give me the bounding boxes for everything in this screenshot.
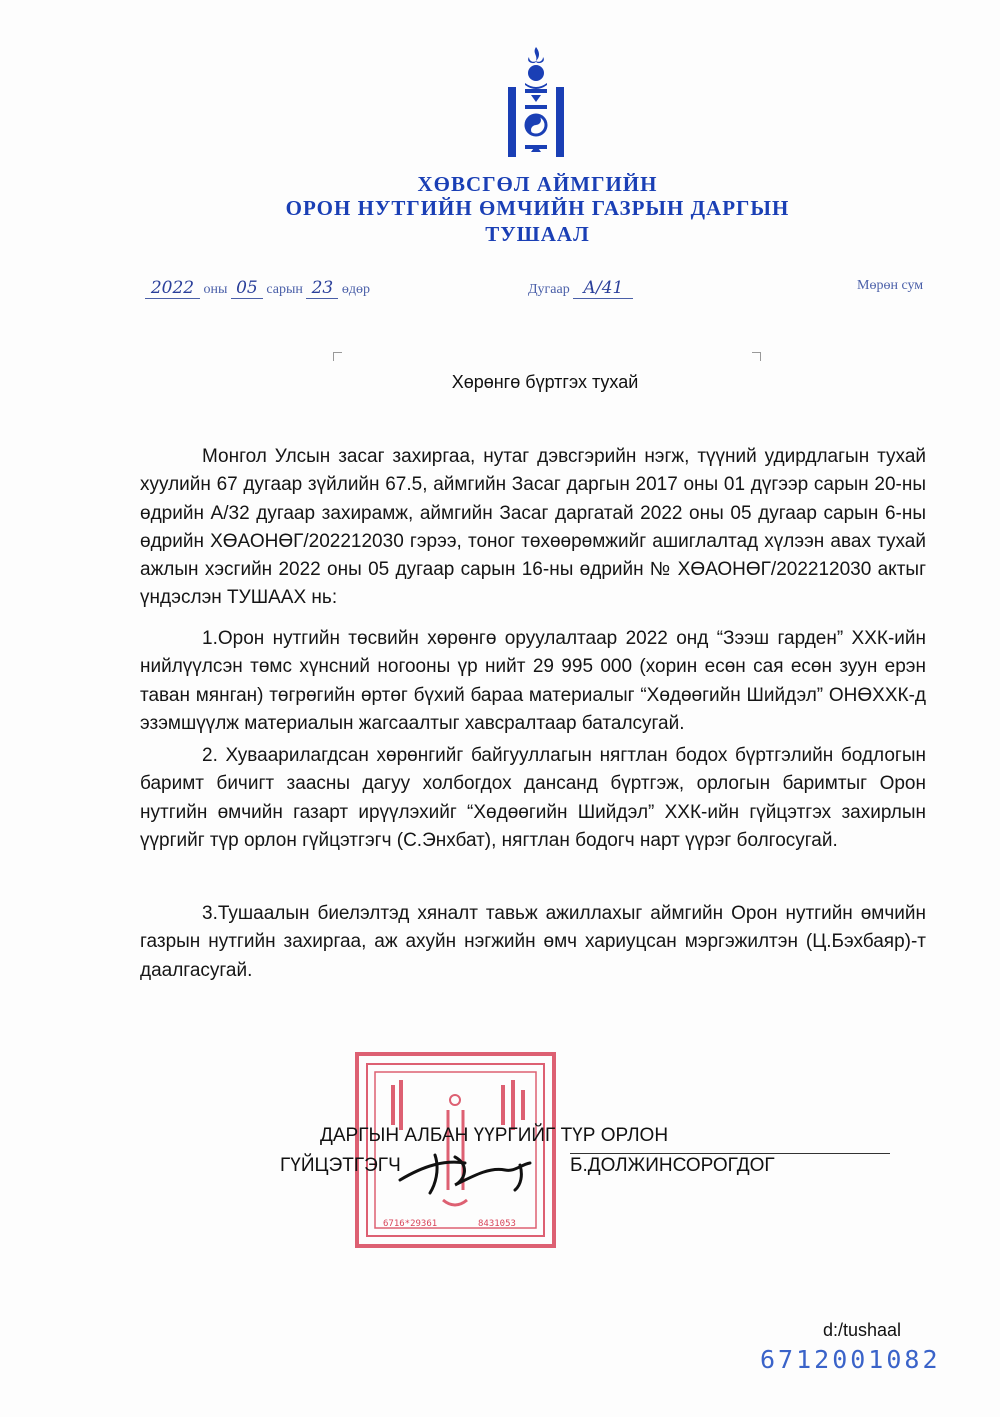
number-line xyxy=(528,278,633,299)
signer-title-line-1: ДАРГЫН АЛБАН ҮҮРГИЙГ ТҮР ОРЛОН xyxy=(320,1125,669,1146)
file-path: d:/tushaal xyxy=(823,1320,902,1340)
signer-title-line-2: ГҮЙЦЭТГЭГЧ xyxy=(280,1155,401,1176)
document-number: А/41 xyxy=(573,278,633,299)
body-paragraph-1: Монгол Улсын засаг захиргаа, нутаг дэвсгэрийн нэгж, түүний удирдлагын тухай хуулийн 67 дугаар зүйлийн 67.5, аймгийн Засаг даргын 2017 оны 01 дүгээр сарын 20-ны өдрийн А/32 дугаар захирамж, аймгийн Засаг даргатай 2022 оны 05 дугаар сарын 6-ны өдрийн ХӨАОНӨГ/202212030 гэрээ, тоног төхөөрөмжийг ашиглалтад хүлээн авах тухай ажлын хэсгийн 2022 оны 05 дугаар сарын 16-ны өдрийн № ХӨАОНӨГ/202212030 актыг үндэслэн ТУШААХ нь: xyxy=(140,446,926,609)
date-month-suffix: сарын xyxy=(266,282,303,297)
address-corner-mark xyxy=(333,352,342,361)
date-day: 23 xyxy=(306,278,338,299)
handwritten-signature-icon xyxy=(395,1145,545,1195)
date-year: 2022 xyxy=(145,278,200,299)
number-label: Дугаар xyxy=(528,282,570,297)
place-name: Мөрөн сум xyxy=(857,278,924,293)
header-line-1: ХӨВСГӨЛ АЙМГИЙН xyxy=(417,172,658,196)
body-paragraph-4: 3.Тушаалын биелэлтэд хяналт тавьж ажиллахыг аймгийн Орон нутгийн өмчийн газрын нутгийн захиргаа, аж ахуйн нэгжийн өмч хариуцсан мэргэжилтэн (Ц.Бэхбаяр)-т даалгасугай. xyxy=(140,903,926,981)
date-day-suffix: өдөр xyxy=(341,282,371,297)
stamp-code-right: 8431053 xyxy=(478,1219,516,1229)
stamp-code-left: 6716*29361 xyxy=(383,1219,438,1229)
address-corner-mark xyxy=(752,352,761,361)
document-code: 6712001082 xyxy=(760,1345,941,1374)
signature-rule xyxy=(570,1153,890,1154)
header-line-2: ОРОН НУТГИЙН ӨМЧИЙН ГАЗРЫН ДАРГЫН xyxy=(285,196,790,220)
date-month: 05 xyxy=(231,278,263,299)
document-subject: Хөрөнгө бүртгэх тухай xyxy=(451,372,639,392)
header-line-3: ТУШААЛ xyxy=(485,222,590,246)
date-line xyxy=(145,278,370,299)
body-paragraph-3: 2. Хуваарилагдсан хөрөнгийг байгууллагын нягтлан бодох бүртгэлийн бодлогын баримт бичигт заасны дагуу холбогдох дансанд бүртгэж, орлогын баримтыг Орон нутгийн өмчийн газарт ирүүлэхийг “Хөдөөгийн Шийдэл” ХХК-ийн гүйцэтгэх захирлын үүргийг түр орлон гүйцэтгэгч (С.Энхбат), нягтлан бодогч нарт үүрэг болгосугай. xyxy=(140,745,926,851)
date-year-suffix: оны xyxy=(203,282,228,297)
signer-name: Б.ДОЛЖИНСОРОГДОГ xyxy=(570,1155,775,1176)
soyombo-emblem-icon xyxy=(505,45,567,160)
body-paragraph-2: 1.Орон нутгийн төсвийн хөрөнгө оруулалтаар 2022 онд “Зээш гарден” ХХК-ийн нийлүүлсэн төмс хүнсний ногооны үр нийт 29 995 000 (хорин есөн сая есөн зуун ерэн таван мянган) төгрөгийн өртөг бүхий бараа материалыг “Хөдөөгийн Шийдэл” ОНӨХХК-д эзэмшүүлж материалын жагсаалтыг хавсралтаар баталсугай. xyxy=(140,628,926,734)
